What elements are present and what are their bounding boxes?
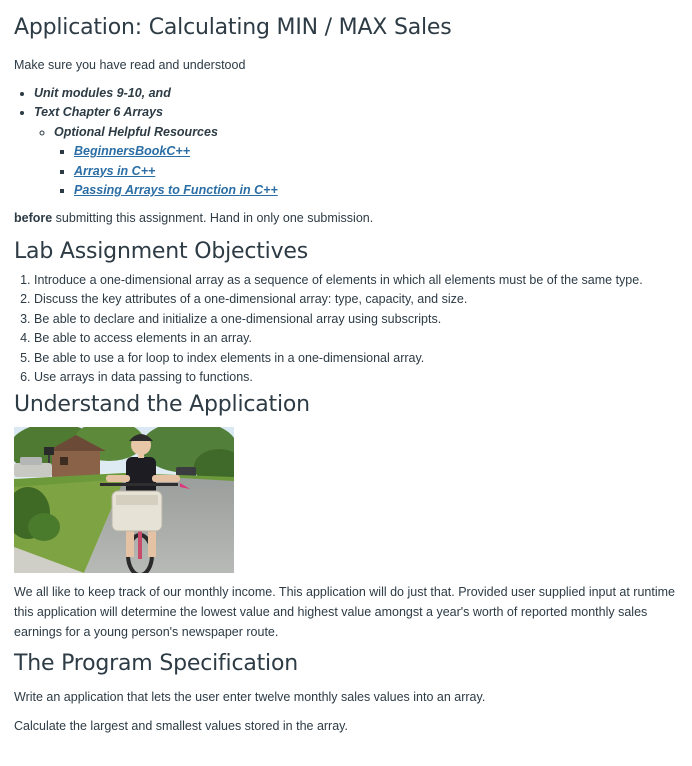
understand-heading: Understand the Application xyxy=(14,392,310,418)
optional-resources-list xyxy=(34,123,684,201)
resource-link-item xyxy=(74,142,684,162)
objective-item: 3. Be able to declare and initialize a one-dimensional array using subscripts. xyxy=(34,310,684,329)
link-passing-arrays[interactable]: Passing Arrays to Function in C++ xyxy=(74,183,278,197)
resource-links-list xyxy=(54,142,684,201)
optional-resources-item xyxy=(54,123,684,201)
application-description: We all like to keep track of our monthly income. This application will do just that. Provided user supplied input at runtime this application will determine the lowest value and highest value amongst a year's worth of reported monthly sales earnings for a young person's newspaper route. xyxy=(14,585,675,639)
link-arrays-in-cpp[interactable]: Arrays in C++ xyxy=(74,163,156,178)
objective-item: 2. Discuss the key attributes of a one-dimensional array: type, capacity, and size. xyxy=(34,290,684,309)
page-title: Application: Calculating MIN / MAX Sales xyxy=(14,15,452,40)
objective-item: 1. Introduce a one-dimensional array as a sequence of elements in which all elements must be of the same type. xyxy=(34,271,684,290)
requirement-item: • Unit modules 9-10, and xyxy=(34,84,684,104)
spec-line: Write an application that lets the user enter twelve monthly sales values into an array. xyxy=(14,690,486,705)
spec-heading: The Program Specification xyxy=(14,651,298,677)
objective-item: 5. Be able to use a for loop to index elements in a one-dimensional array. xyxy=(34,349,684,368)
resource-link-item xyxy=(74,181,684,201)
submission-note xyxy=(14,209,684,229)
objective-item: 6. Use arrays in data passing to functions. xyxy=(34,368,684,387)
optional-resources-label: Optional Helpful Resources xyxy=(54,124,218,139)
paperboy-photo xyxy=(14,427,234,573)
spec-line: Calculate the largest and smallest values stored in the array. xyxy=(14,718,348,733)
requirement-item xyxy=(34,103,684,201)
objectives-heading: Lab Assignment Objectives xyxy=(14,239,308,264)
resource-link-item xyxy=(74,162,684,182)
requirements-list xyxy=(14,84,684,201)
intro-text: Make sure you have read and understood xyxy=(14,58,246,72)
objective-item: 4. Be able to access elements in an array. xyxy=(34,329,684,348)
objectives-list xyxy=(14,271,684,387)
requirement-text: Text Chapter 6 Arrays xyxy=(34,105,163,119)
link-beginnersbook[interactable]: BeginnersBookC++ xyxy=(74,144,191,158)
submission-note-bold: before xyxy=(14,210,53,225)
submission-note-text: submitting this assignment. Hand in only one submission. xyxy=(52,210,374,225)
